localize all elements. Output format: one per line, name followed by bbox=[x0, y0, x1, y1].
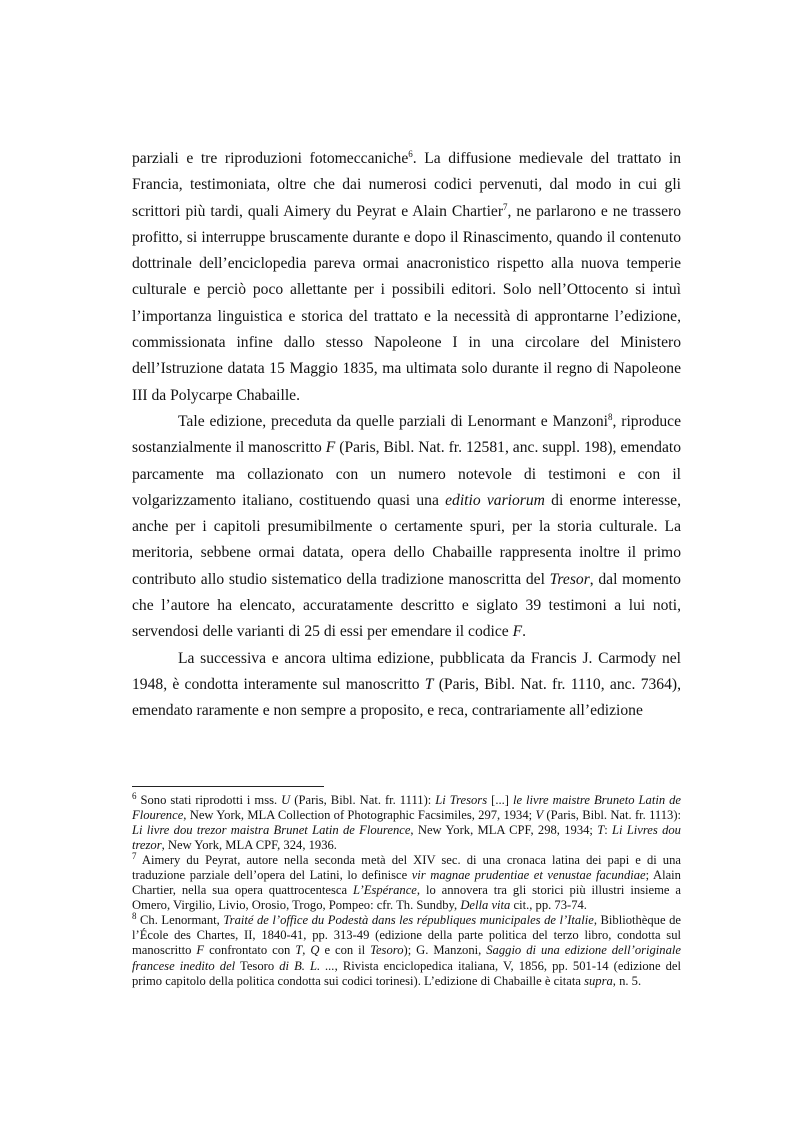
footnote-8-title-saggio: Saggio di una edizione dell’originale francese inedito del bbox=[132, 943, 681, 973]
footnote-8-text-a: Ch. Lenormant, bbox=[136, 913, 224, 928]
main-text bbox=[132, 146, 681, 725]
footnote-7-text-d: cit., pp. 73-74. bbox=[510, 898, 587, 913]
footnote-8-text-b: , Bibliothèque de l’École des Chartes, II, 1840-41, pp. 313-49 (edizione della parte politica del terzo libro, condotta sul manoscritto bbox=[132, 913, 681, 958]
footnote-6-text-g: : bbox=[604, 823, 612, 838]
paragraph-1-text-c: , ne parlarono e ne trassero profitto, si interruppe bruscamente durante e dopo il Rinascimento, quando il contenuto dottrinale dell’enciclopedia pareva ormai anacronistico rispetto alla nuova temperie culturale e perciò poco allettante per i possibili editori. Solo nell’Ottocento si intuì l’importanza linguistica e storica del trattato e la necessità di approntarne l’edizione, commissionata infine dallo stesso Napoleone I in una circolare del Ministero dell’Istruzione datata 15 Maggio 1835, ma ultimata solo durante il regno di Napoleone III da Polycarpe Chabaille. bbox=[132, 202, 681, 404]
paragraph-2-text-a: Tale edizione, preceduta da quelle parziali di Lenormant e Manzoni bbox=[178, 412, 609, 430]
paragraph-1 bbox=[132, 146, 681, 409]
footnote-ref-8[interactable]: 8 bbox=[608, 411, 613, 422]
footnote-6-text-f: , New York, MLA CPF, 298, 1934; bbox=[410, 823, 598, 838]
footnote-separator bbox=[132, 786, 324, 787]
footnote-7-quote: vir magnae prudentiae et venustae facundiae bbox=[411, 868, 646, 883]
footnote-8-supra: supra bbox=[584, 973, 613, 988]
manuscript-siglum-t: T bbox=[424, 675, 434, 693]
footnote-ref-6[interactable]: 6 bbox=[408, 148, 413, 159]
paragraph-2-text-d: di enorme interesse, anche per i capitoli presumibilmente o certamente spuri, per la storia culturale. La meritoria, sebbene ormai datata, opera dello Chabaille rappresenta inoltre il primo contributo allo studio sistematico della tradizione manoscritta del bbox=[132, 491, 681, 588]
paragraph-2-text-c: (Paris, Bibl. Nat. fr. 12581, anc. suppl. 198), emendato parcamente ma collazionato con un numero notevole di testimoni e con il volgarizzamento italiano, costituendo quasi una bbox=[132, 439, 682, 509]
footnote-6-text-h: , New York, MLA CPF, 324, 1936. bbox=[161, 838, 337, 853]
footnote-6-title-2: le livre maistre Bruneto Latin de Flourence bbox=[132, 793, 681, 823]
footnote-6-text-d: , New York, MLA Collection of Photographic Facsimiles, 297, 1934; bbox=[183, 808, 536, 823]
footnote-6-text-c: [...] bbox=[487, 793, 513, 807]
footnote-8-text-d: , bbox=[302, 943, 311, 958]
paragraph-1-text-a: parziali e tre riproduzioni fotomeccaniche bbox=[132, 150, 409, 167]
footnote-6-siglum-u: U bbox=[281, 793, 291, 807]
footnote-8-siglum-q: Q bbox=[310, 943, 320, 958]
footnote-8-text-h: , Rivista enciclopedica italiana, V, 1856, pp. 501-14 (edizione del primo capitolo della politica condotta sui codici torinesi). L’edizione di Chabaille è citata bbox=[132, 958, 681, 988]
paragraph-2-text-b: , riproduce sostanzialmente il manoscritto bbox=[132, 412, 682, 457]
manuscript-siglum-f: F bbox=[325, 439, 336, 457]
paragraph-2-text-f: . bbox=[522, 623, 527, 641]
footnote-7-text-b: ; Alain Chartier, nella sua opera quattrocentesca bbox=[132, 868, 681, 898]
footnote-8-title-tesoro: Tesoro bbox=[370, 943, 404, 958]
footnote-6-title-4: Li Livres dou trezor bbox=[132, 823, 681, 853]
footnote-6-text-b: (Paris, Bibl. Nat. fr. 1111): bbox=[290, 793, 436, 807]
footnote-6-siglum-t: T bbox=[597, 823, 605, 838]
footnote-8-text-c: confrontato con bbox=[204, 943, 296, 958]
footnote-8 bbox=[132, 913, 681, 988]
footnote-7-title-della-vita: Della vita bbox=[460, 898, 511, 913]
footnote-8-text-f: ); G. Manzoni, bbox=[403, 943, 487, 958]
footnote-8-siglum-t: T bbox=[295, 943, 303, 958]
footnote-6-title-1: Li Tresors bbox=[435, 793, 488, 807]
footnote-number-7: 7 bbox=[132, 851, 137, 861]
paragraph-2-text-e: , dal momento che l’autore ha elencato, accuratamente descritto e siglato 39 testimoni a lui noti, servendosi delle varianti di 25 di essi per emendare il codice bbox=[132, 570, 681, 641]
footnote-6-title-3: Li livre dou trezor maistra Brunet Latin de Flourence bbox=[132, 823, 411, 838]
paragraph-3-text-b: (Paris, Bibl. Nat. fr. 1110, anc. 7364), emendato raramente e non sempre a proposito, e reca, contrariamente all’edizione bbox=[132, 675, 681, 720]
footnote-8-title-bl: di B. L. ... bbox=[279, 958, 335, 973]
footnote-number-6: 6 bbox=[132, 790, 137, 801]
paragraph-2 bbox=[132, 409, 681, 646]
footnote-7-text-a: Aimery du Peyrat, autore nella seconda metà del XIV sec. di una cronaca latina dei papi e di una traduzione parziale dell’opera del Latini, lo definisce bbox=[132, 853, 681, 883]
paragraph-1-text-b: . La diffusione medievale del trattato in Francia, testimoniata, oltre che dai numerosi codici pervenuti, dal modo in cui gli scrittori più tardi, quali Aimery du Peyrat e Alain Chartier bbox=[132, 150, 681, 220]
tresor-title: Tresor bbox=[549, 570, 590, 588]
footnote-8-text-g: Tesoro bbox=[235, 958, 280, 973]
footnote-7-title-esperance: L’Espérance bbox=[353, 883, 417, 898]
footnote-8-title-1: Traité de l’office du Podestà dans les républiques municipales de l’Italie bbox=[223, 913, 594, 928]
footnote-6-text-a: Sono stati riprodotti i mss. bbox=[136, 793, 282, 807]
footnote-6-siglum-v: V bbox=[535, 808, 544, 823]
footnotes bbox=[132, 790, 682, 989]
footnote-6 bbox=[132, 790, 682, 853]
footnote-6-text-e: (Paris, Bibl. Nat. fr. 1113): bbox=[543, 808, 682, 823]
editio-variorum: editio variorum bbox=[445, 491, 545, 509]
paragraph-3-text-a: La successiva e ancora ultima edizione, pubblicata da Francis J. Carmody nel 1948, è condotta interamente sul manoscritto bbox=[132, 649, 681, 693]
paragraph-3 bbox=[132, 646, 681, 725]
manuscript-siglum-f-2: F bbox=[512, 623, 523, 641]
footnote-8-text-e: e con il bbox=[319, 943, 371, 958]
footnote-7 bbox=[132, 853, 681, 913]
footnote-ref-7[interactable]: 7 bbox=[503, 201, 508, 212]
footnote-8-siglum-f: F bbox=[196, 943, 205, 958]
footnote-8-text-i: , n. 5. bbox=[612, 973, 642, 988]
footnote-7-text-c: , lo annovera tra gli storici più illustri insieme a Omero, Virgilio, Livio, Orosio, Trogo, Pompeo: cfr. Th. Sundby, bbox=[132, 883, 681, 913]
footnote-number-8: 8 bbox=[132, 911, 137, 922]
